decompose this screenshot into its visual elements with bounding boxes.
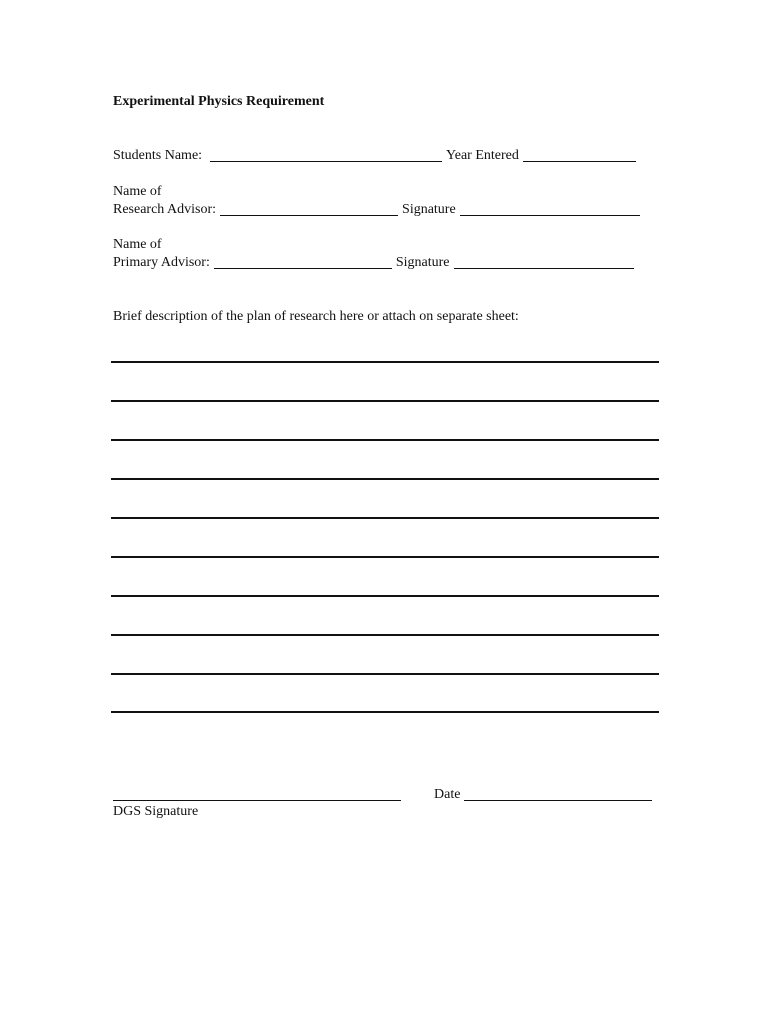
dgs-signature-label: DGS Signature: [113, 804, 199, 819]
students-name-field[interactable]: [210, 147, 442, 162]
description-line[interactable]: [111, 361, 659, 363]
date-label: Date: [434, 787, 461, 802]
description-line[interactable]: [111, 595, 659, 597]
dgs-signature-field[interactable]: [113, 800, 401, 801]
primary-advisor-signature-field[interactable]: [454, 254, 634, 269]
description-prompt: Brief description of the plan of research here or attach on separate sheet:: [113, 309, 519, 324]
description-line[interactable]: [111, 556, 659, 558]
primary-advisor-row: [113, 254, 638, 272]
date-field[interactable]: [464, 786, 652, 801]
date-row: [434, 786, 656, 804]
description-line[interactable]: [111, 634, 659, 636]
research-advisor-signature-label: Signature: [402, 202, 456, 217]
year-entered-field[interactable]: [523, 147, 636, 162]
description-line[interactable]: [111, 478, 659, 480]
students-name-label: Students Name:: [113, 148, 203, 163]
form-title: Experimental Physics Requirement: [113, 94, 325, 109]
description-line[interactable]: [111, 400, 659, 402]
primary-advisor-name-of-label: Name of: [113, 237, 162, 252]
students-name-row: [113, 147, 640, 165]
year-entered-label: Year Entered: [446, 148, 519, 163]
description-line[interactable]: [111, 711, 659, 713]
research-advisor-row: [113, 201, 644, 219]
description-line[interactable]: [111, 439, 659, 441]
research-advisor-name-of-label: Name of: [113, 184, 162, 199]
research-advisor-label: Research Advisor:: [113, 202, 217, 217]
primary-advisor-signature-label: Signature: [395, 255, 450, 270]
primary-advisor-name-field[interactable]: [214, 254, 392, 269]
description-line[interactable]: [111, 517, 659, 519]
research-advisor-signature-field[interactable]: [460, 201, 640, 216]
primary-advisor-label: Primary Advisor:: [113, 255, 210, 270]
research-advisor-name-field[interactable]: [220, 201, 398, 216]
description-line[interactable]: [111, 673, 659, 675]
